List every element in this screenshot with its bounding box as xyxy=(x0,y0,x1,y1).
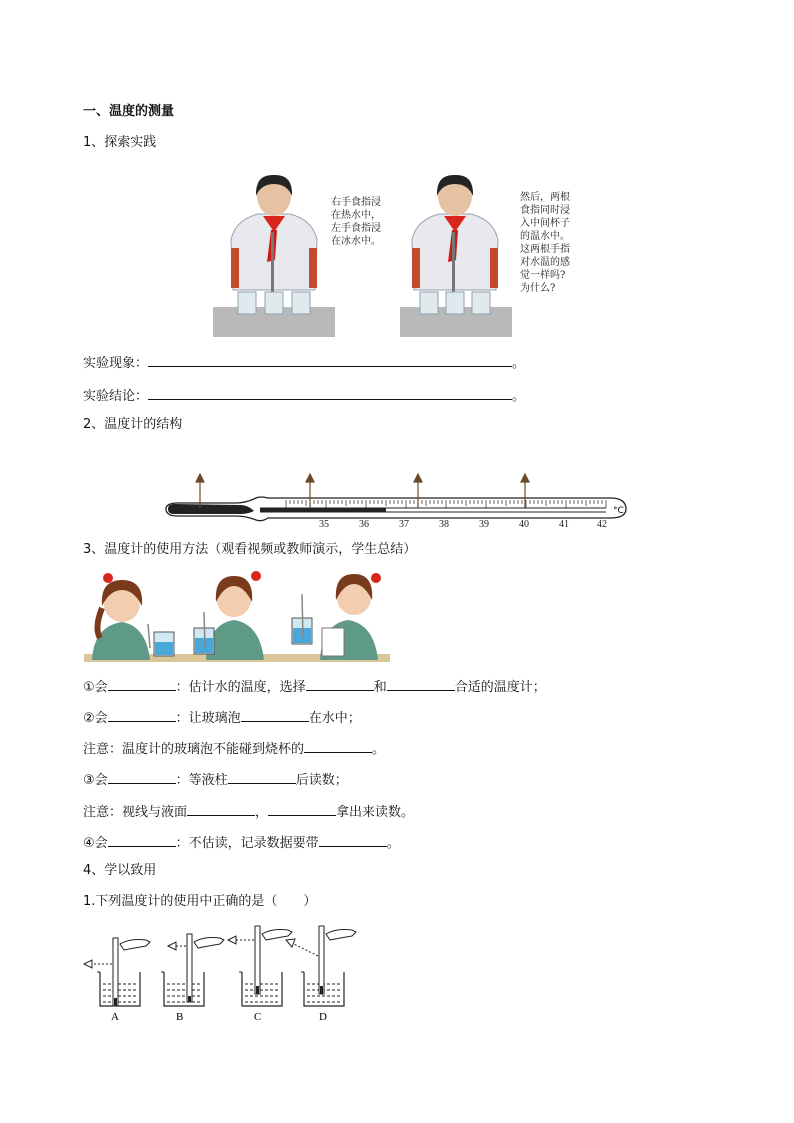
phenomenon-blank[interactable] xyxy=(148,352,512,367)
phenomenon-row: 实验现象： 。 xyxy=(83,352,525,373)
usage-cartoon xyxy=(84,568,390,664)
blank-2b[interactable] xyxy=(241,707,309,722)
blank-1a[interactable] xyxy=(108,676,176,691)
scale-label: 41 xyxy=(559,519,569,530)
usage-item-2: ②会 ：让玻璃泡 在水中； xyxy=(83,707,361,728)
thermometer-options xyxy=(80,920,380,1026)
experiment-photo-right xyxy=(400,170,512,337)
conclusion-row: 实验结论： 。 xyxy=(83,385,525,406)
section-title: 一、温度的测量 xyxy=(83,104,175,119)
q3-heading: 3、温度计的使用方法（观看视频或教师演示，学生总结） xyxy=(83,542,417,557)
blank-4a[interactable] xyxy=(108,832,176,847)
blank-note-2a[interactable] xyxy=(187,801,255,816)
usage-item-3: ③会 ：等液柱 后读数； xyxy=(83,769,348,790)
cartoon-girl-2 xyxy=(194,571,264,660)
blank-note-1[interactable] xyxy=(304,738,372,753)
phenomenon-label: 实验现象： xyxy=(83,356,149,371)
blank-note-2b[interactable] xyxy=(268,801,336,816)
cartoon-girl-1 xyxy=(92,573,174,660)
scale-label: 38 xyxy=(439,519,449,530)
scale-labels xyxy=(319,519,607,530)
scale-label: 42 xyxy=(597,519,607,530)
experiment-photo-left xyxy=(213,170,335,337)
q2-heading: 2、温度计的结构 xyxy=(83,417,183,432)
blank-3b[interactable] xyxy=(228,769,296,784)
option-c-label: C xyxy=(254,1011,262,1023)
usage-item-1: ①会 ：估计水的温度，选择 和 合适的温度计； xyxy=(83,676,546,697)
blank-4b[interactable] xyxy=(319,832,387,847)
thermometer-diagram xyxy=(160,470,635,530)
experiment-note-right: 然后，两根 食指同时浸 入中间杯子 的温水中。 这两根手指 对水温的感 觉一样吗? 为什么? xyxy=(520,192,570,294)
option-b-label: B xyxy=(176,1011,184,1023)
conclusion-blank[interactable] xyxy=(148,385,512,400)
unit-label: °C xyxy=(613,506,624,516)
option-c-figure[interactable] xyxy=(228,926,292,1006)
scale-label: 39 xyxy=(479,519,489,530)
usage-item-4: ④会 ：不估读，记录数据要带 。 xyxy=(83,832,400,853)
blank-1c[interactable] xyxy=(387,676,455,691)
blank-2a[interactable] xyxy=(108,707,176,722)
scale-label: 37 xyxy=(399,519,409,530)
option-a-figure[interactable] xyxy=(84,938,150,1006)
option-a-label: A xyxy=(111,1011,119,1023)
scale-label: 36 xyxy=(359,519,369,530)
option-b-figure[interactable] xyxy=(161,934,224,1006)
scale-label: 35 xyxy=(319,519,329,530)
blank-3a[interactable] xyxy=(108,769,176,784)
q4-question: 1.下列温度计的使用中正确的是（ ） xyxy=(83,894,317,909)
cartoon-girl-3 xyxy=(292,573,381,660)
q1-heading: 1、探索实践 xyxy=(83,135,157,150)
scale-label: 40 xyxy=(519,519,529,530)
scale-ticks xyxy=(286,500,606,508)
blank-1b[interactable] xyxy=(306,676,374,691)
q4-heading: 4、学以致用 xyxy=(83,863,157,878)
option-d-label: D xyxy=(319,1011,327,1023)
usage-note-1: 注意：温度计的玻璃泡不能碰到烧杯的 。 xyxy=(83,738,385,759)
option-d-figure[interactable] xyxy=(286,926,356,1006)
usage-note-2: 注意：视线与液面 ， 拿出来读数。 xyxy=(83,801,414,822)
conclusion-label: 实验结论： xyxy=(83,389,149,404)
label-pointers xyxy=(196,474,529,508)
experiment-note-left: 右手食指浸 在热水中， 左手食指浸 在冰水中。 xyxy=(331,197,381,247)
